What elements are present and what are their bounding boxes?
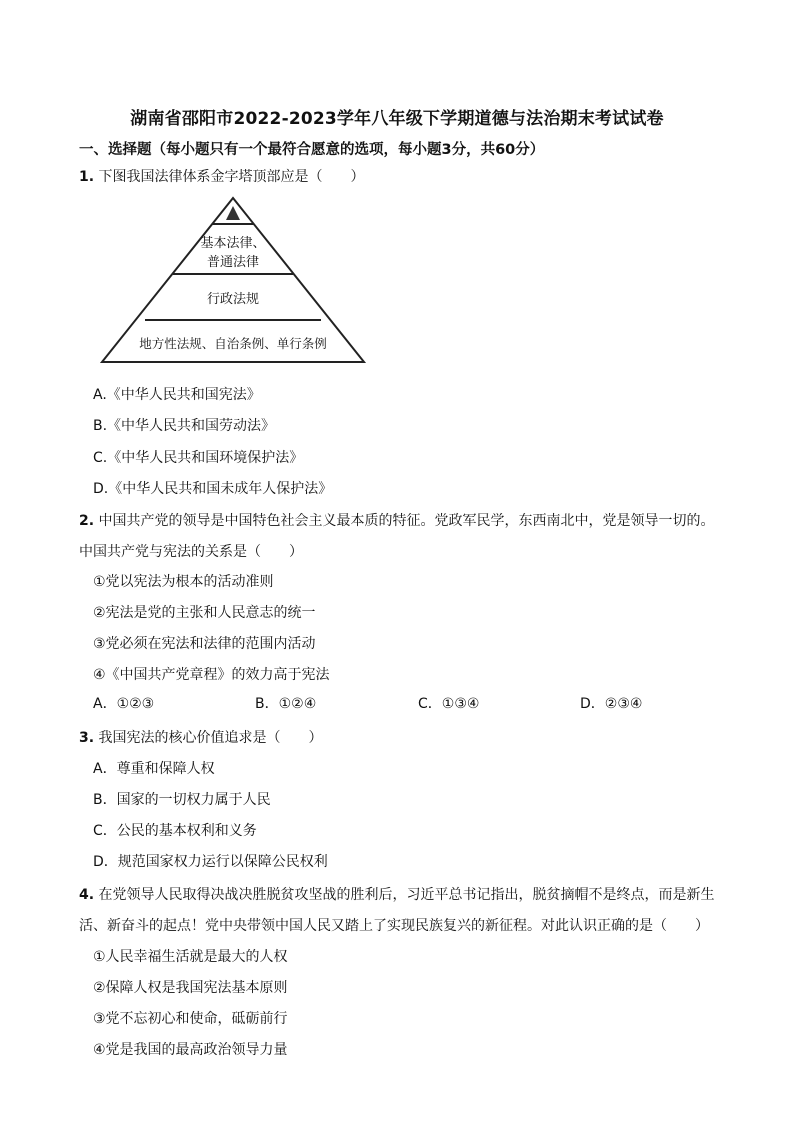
q1-option-b[interactable]: B.《中华人民共和国劳动法》 xyxy=(93,418,276,434)
section-heading: 一、选择题（每小题只有一个最符合愿意的选项，每小题3分，共60分） xyxy=(79,142,545,158)
q4-statement-2: ②保障人权是我国宪法基本原则 xyxy=(93,980,288,996)
question-2-stem-line-1: 中国共产党的领导是中国特色社会主义最本质的特征。党政军民学，东西南北中，党是领导一切的。 xyxy=(98,513,715,529)
q4-statement-4: ④党是我国的最高政治领导力量 xyxy=(93,1042,288,1058)
q4-statement-3: ③党不忘初心和使命，砥砺前行 xyxy=(93,1011,288,1027)
q4-statement-1: ①人民幸福生活就是最大的人权 xyxy=(93,949,288,965)
q1-option-d[interactable]: D.《中华人民共和国未成年人保护法》 xyxy=(93,481,333,497)
q1-option-a[interactable]: A.《中华人民共和国宪法》 xyxy=(93,387,261,403)
q3-option-b[interactable]: B．国家的一切权力属于人民 xyxy=(93,792,271,808)
q1-option-c[interactable]: C.《中华人民共和国环境保护法》 xyxy=(93,450,304,466)
q2-statement-2: ②宪法是党的主张和人民意志的统一 xyxy=(93,605,316,621)
question-4-stem-line-2: 活、新奋斗的起点！党中央带领中国人民又踏上了实现民族复兴的新征程。对此认识正确的是（ ） xyxy=(79,918,709,934)
question-3-number: 3. xyxy=(79,730,95,746)
question-4 xyxy=(79,884,715,904)
question-2-stem-line-2: 中国共产党与宪法的关系是（ ） xyxy=(79,544,303,560)
question-1 xyxy=(79,166,365,186)
pyramid-level-3: 行政法规 xyxy=(206,292,260,307)
q2-options-row xyxy=(93,693,733,715)
q2-option-a[interactable]: A．①②③ xyxy=(93,696,155,712)
q3-option-d[interactable]: D．规范国家权力运行以保障公民权利 xyxy=(93,854,328,870)
question-2-number: 2. xyxy=(79,513,95,529)
question-4-number: 4. xyxy=(79,887,95,903)
question-3-stem: 我国宪法的核心价值追求是（ ） xyxy=(98,730,323,746)
law-pyramid-diagram xyxy=(98,196,368,368)
page-title: 湖南省邵阳市2022-2023学年八年级下学期道德与法治期末考试试卷 xyxy=(130,109,664,129)
pyramid-level-2-line-2: 普通法律 xyxy=(206,255,260,270)
q2-option-c[interactable]: C．①③④ xyxy=(418,696,480,712)
q2-statement-4: ④《中国共产党章程》的效力高于宪法 xyxy=(93,667,330,683)
question-4-stem-line-1: 在党领导人民取得决战决胜脱贫攻坚战的胜利后，习近平总书记指出，脱贫摘帽不是终点，而是新生 xyxy=(98,887,715,903)
question-3 xyxy=(79,727,323,747)
q3-option-a[interactable]: A．尊重和保障人权 xyxy=(93,761,215,777)
q2-option-d[interactable]: D．②③④ xyxy=(580,696,643,712)
question-1-stem: 下图我国法律体系金字塔顶部应是（ ） xyxy=(98,169,365,185)
pyramid-level-2-line-1: 基本法律、 xyxy=(200,236,266,251)
question-1-number: 1. xyxy=(79,169,95,185)
q2-option-b[interactable]: B．①②④ xyxy=(255,696,317,712)
q3-option-c[interactable]: C．公民的基本权利和义务 xyxy=(93,823,257,839)
q2-statement-1: ①党以宪法为根本的活动准则 xyxy=(93,574,274,590)
question-2 xyxy=(79,510,715,530)
pyramid-level-4: 地方性法规、自治条例、单行条例 xyxy=(139,336,327,351)
q2-statement-3: ③党必须在宪法和法律的范围内活动 xyxy=(93,636,316,652)
